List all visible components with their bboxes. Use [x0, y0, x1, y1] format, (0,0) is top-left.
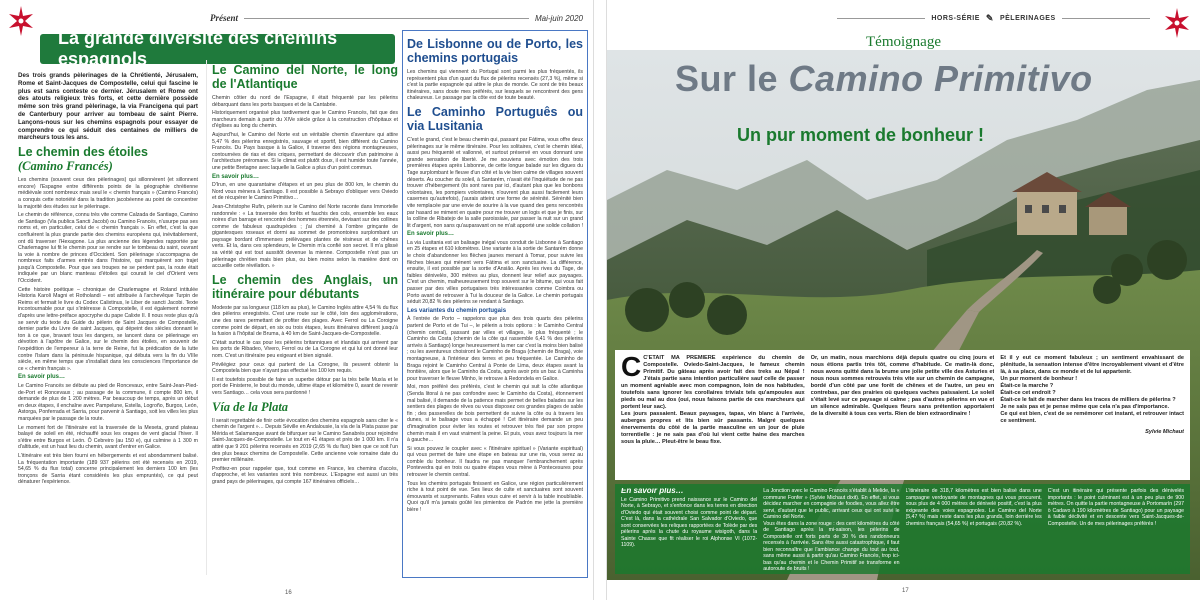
- santiago-cross-icon: [4, 4, 38, 38]
- column-3: [407, 34, 583, 516]
- header-prefix: HORS-SÉRIE: [931, 14, 980, 22]
- paragraph: Et il y eut ce moment fabuleux ; un sentiment envahissant de plénitude, la sensation intense d'être incroyablement vivant et d'être là, à sa place, dans ce monde et de lui appartenir.: [1000, 355, 1185, 375]
- paragraph: Jean-Christophe Rufin, pèlerin sur le Camino del Norte raconte dans Immortelle randonnée : « La traversée des forêts et fauchis des cols, ensemble les eaux noires d'un barrage et rencontré des hommes étrennés, devisant sur des collines comme de fabuleux quadrupèdes ; j'ai cheminé à l'ombre grinçante de gigantesques roseaux et dormi au sommet de promontoires surplombant un paysage bordant d'immenses prélèvages plantes de résineux et de chênes verts. Et la, dans ces splendeurs, le Chemin m'a confié son secret. Il m'a glissé sa vérité qui est tout aussitôt devenue la mienne. Compostelle n'est pas un pèlerinage chrétien mais bien plus, ou bien moins selon la manière dont on accueille cette révélation. »: [212, 203, 398, 270]
- paragraph: Tous les chemins portugais finissent en Galice, une région particulièrement riche à tout point de vue. Ses lieux de culte et sanctuaires sont souvent émouvants et surprenants. Faites vous cuire et servir à la table inoubliable. Quoi qu'il m'a jamais goûté les pimientos de Padrón me jette la première bière !: [407, 480, 583, 514]
- paragraph: La Jonction avec le Camino Francés s'établit à Melide, la « commune Fonfer » (Sylvie Michaut dixit). En effet, si vous décidez marcher en compagnie de foodies, vous allez être servi, d'autant que le public, arrivant ceux qui ont suivi le Camino del Norte.: [763, 488, 900, 520]
- paragraph: L'itinéraire est très bien fourni en hébergements et est abondamment balisé. La fréquentation importante (189 937 pèlerins ont été recensés en 2019, 54,65 % du flux total) concerne principalement les derniers 100 km (les tronçons de Sarria étant considérés les plus empruntés), ce qui peut dénaturer l'expérience.: [18, 452, 198, 486]
- testimony-column-2: [811, 355, 995, 475]
- paragraph: Le moment fort de l'itinéraire est la traversée de la Meseta, grand plateau balayé de soleil en été, réchauffé sous les orages de vent glacial l'hiver. Il s'étire entre Burgos et León. Ô Cebreiro (au 150 e), qui culmine à 1 300 m d'altitude, est un haut lieu du chemin, avant d'entrer en Galice.: [18, 424, 198, 451]
- paragraph: À l'entrée de Porto – rappelons que plus des trois quarts des pèlerins partent de Porto et de Tui –, le pèlerin a trois options : le Caminho Central (chemin central), passant par villes et villages, le plus fréquenté ; le Caminho da Costa (chemin de la côte qui rassemble 6,41 % des pèlerins arrivés à Santiago) longe heureusement la mer car c'est la moins bien balisé ; ou les aventureux choisiront le Caminho de Braga (chemin de Braga), voie montagneuse, à l'intérieur des terres et peu fréquentée. Le Caminho de Braga rejoint le Caminho Central à Ponte de Lima, deux étapes avant la frontière, alors que le Caminho da Costa, après avoir pris un bac à Caminha pour traverser le fleuve Minho, le retrouve à Redondela en Galice.: [407, 316, 583, 382]
- portuguese-sidebar-box: [402, 30, 588, 578]
- heading-etoiles-text: Le chemin des étoiles: [18, 145, 148, 160]
- savoir-plus-heading: En savoir plus…: [621, 488, 684, 495]
- paragraph: Si vous pouvez le coupler avec « l'itinéraire spirituel » (Variante espiritual) qui vous permet de faire une étape en bateau sur une ria, vous serez au comble du bonheur. Il faudra ne pas manquer l'embranchement après Pontevedra qui en trois ou quatre étapes vous mène à Pontecesures pour retrouver le chemin central.: [407, 445, 583, 479]
- testimony-box: [615, 350, 1190, 480]
- heading-portugues: Le Caminho Português ou via Lusitania: [407, 104, 583, 133]
- savoir-plus-heading: En savoir plus…: [18, 374, 66, 381]
- testimony-column-3: [1000, 355, 1184, 475]
- page-number: 17: [902, 588, 909, 594]
- heading-norte: Le Camino del Norte, le long de l'Atlantique: [212, 63, 398, 91]
- paragraph: Était-ce le fait de marcher dans les traces de milliers de pèlerins ?: [1000, 397, 1176, 403]
- column-1: [18, 72, 198, 572]
- page-number: 16: [285, 590, 292, 596]
- paragraph: Or, un matin, nous marchions déjà depuis quatre ou cinq jours et nous étions partis très tôt, comme d'habitude. Ce matin-là donc, nous avons quitté dans la brume une jolie petite ville des Asturies et nous nous sommes retrouvés très vite sur un chemin de campagne, bordé d'un côté par une forêt de chênes et de l'autre, un peu en contrebas, par des prairies où quelques vaches paissaient. Le soleil s'était levé sur ce paysage si calme ; pas d'autres pèlerins en vue et un silence admirable. Quelques fleurs sans prétention apportaient de la diversité à tous ces verts. Rien de bien extraordinaire !: [810, 355, 995, 417]
- heading-plata-text: Vía de la Plata: [212, 399, 289, 414]
- subheading-variantes: Les variantes du chemin portugais: [407, 307, 507, 314]
- header-rule: [244, 18, 529, 19]
- paragraph: Le chemin de référence, connu très vite comme Calzada de Santiago, Camino de Santiago (Via publica Sancti Jacobi) ou Camino Francés, n'usurpe pas ses noms et, en particulier, celui de « chemin français ». En effet, c'est la que confluèrent la plus grande partie des chemins européens qui, inévitablement, ont dû traverser l'Hexagone. La plus ancienne des légendes rapportée par Charlemagne lui fit le chemin pour se rendre sur le tombeau du saint, ouvrant la voie à nombre de princes d'Occident. Son pèlerinage s'accompagna de nombreux faits d'armes entrés dans l'histoire, qui marquèrent son trajet jusqu'à Compostelle. Pour que ses troupes ne se perdent pas, la route était indiquée par un blanc manteau d'étoiles qui courait le ciel d'Orient vers l'Occident.: [18, 212, 198, 285]
- kicker-temoignage: Témoignage: [866, 34, 941, 50]
- author-signature: Sylvie Michaut: [1145, 429, 1185, 435]
- paragraph: Privilégiez pour ceux qui partent de La Corogne, ils peuvent obtenir la Compostela bien que n'ayant pas effectué les 100 km requis.: [212, 361, 398, 375]
- paragraph: La via Lusitania est un balisage inégal vous conduit de Lisbonne à Santiago en 25 étapes et 610 kilomètres. Une variante à la sortie de Santarém donne le choix d'abandonner les flèches jaunes menant à Tomar, pour suivre les flèches bleues qui mènent vers Fátima et son sanctuaire. La différence, ensuite, il est possible par la sortie d'Ansião. Après les rives du Tage, de faibles dénivelés, 300 mètres au plus, donnent leur relief aux paysages. C'est un chemin, malheureusement trop souvent sur le bitume, qui vous fait passer par des villes portugaises très intéressantes comme Coimbra ou Porto avant de retrouver à Tui la douceur de la Galice. Le chemin portugais séduit 20,82 % des pèlerins se rendant à Santiago.: [407, 239, 583, 306]
- savoir-plus-heading: En savoir plus…: [407, 231, 455, 238]
- paragraph: Le Camino Primitivo prend naissance sur le Camino del Norte, à Sebrayo, et s'enfonce dans les terres en direction d'Oviedo qui était souvent choisi comme point de départ. C'est là, dans la cathédrale San Salvador d'Oviedo, que sont conservées les reliques rapportées de Tolède par des pèlerins après la chute du royaume wisigoth, dans la Sainte Chasse que fit réaliser le roi Alphonse VI (1072-1109).: [621, 496, 758, 548]
- info-column-3: [906, 488, 1042, 570]
- paragraph: D'Irun, en une quarantaine d'étapes et un peu plus de 800 km, le chemin du Nord vous mènera à Santiago. Il est possible à Sebrayo d'obliquer vers Oviedo et de récupérer le Camino Primitivo…: [212, 182, 398, 202]
- testimony-column-1: [621, 355, 805, 475]
- paragraph: C'est le grand, c'est le beau chemin qui, passant par Fátima, vous offre deux pèlerinages sur le même itinéraire. Pour les solitaires, c'est le chemin idéal, aussi peu fréquenté et vallonné, et surtout préservé en vous donnant une grande sensation de liberté. Je me souviens avec émotion des trois premières étapes après Lisbonne, de cette longue balade sur les digues du Tage surplombant le fleuve d'un côté et la vie bien calme de villages souvent déserts. Au coucher du soleil, à Santarém, n'avait été l'inquiétude de ne pas trouver d'hébergement (ils sont rares par ici, d'autant plus que les bonbons volontaires, les pompiers volontaires, n'ouvrent plus aussi facilement leurs casernes qu'autrefois), j'aurais atteint une forme de sérénité. Sérénité bien vite remplacée par une envie de sourire à la vue quand des gens rencontrés par hasard se miment en quatre pour me trouver un logis et que je finis, sur la colline de Ribatejo de la salle paroissiale, par passer la nuit sur un grand lit d'argent, non sans qu'auparavant on ne m'ait apporté une solide collation !: [407, 136, 583, 229]
- paragraph: Était-ce la marche ?: [1000, 383, 1054, 389]
- heading-plata: [212, 400, 398, 414]
- boots-icon: ✎: [985, 12, 994, 23]
- banner-title: La grande diversité des chemins espagnols: [58, 28, 338, 69]
- issue-label: Mai-juin 2020: [534, 13, 583, 23]
- paragraph: Je ne sais pas et je pense même que cela n'a pas d'importance.: [1000, 404, 1170, 410]
- paragraph: Modeste par sa longueur (118 km au plus), le Camino Inglés attire 4,54 % du flux des pèlerins enregistrés. C'est une route sur le côté, loin des agglomérations, une des rares permettant de profiter des plages. Avec Ferrol ou La Coroigne comme point de départ, en six ou trois étapes, leurs itinéraires diffèrent jusqu'à la fusion à l'hôpital de Bruma, à 40 km de Saint-Jacques-de-Compostelle.: [212, 304, 398, 338]
- paragraph: L'itinéraire de 318,7 kilomètres est bien balisé dans une campagne verdoyante de montagnes qui vous procurent, nous plus de 4 000 mètres de dénivelé positif, c'est la plus exigeante des voies espagnoles. Le Camino del Norte (5,47 %) mais reste dans les plus grands, loin derrière les chemins français (54,65 %) et portugais (20,82 %).: [905, 488, 1042, 527]
- header-rule: [837, 18, 925, 19]
- heading-anglais: Le chemin des Anglais, un itinéraire pour débutants: [212, 272, 398, 301]
- paragraph: C'est un itinéraire qui présente parfois des dénivelés importants : le point culminant est à un peu plus de 900 mètres. On quitte la partie montagneuse à Portomarín (297 ö Cadavo à 190 kilomètres de Santiago) pour un paysage à faible déclivité et en descente vers Saint-Jacques-de-Compostelle. Un de mes pèlerinages préférés !: [1047, 488, 1184, 527]
- paragraph: C'ÉTAIT MA PREMIÈRE expérience du chemin de Compostelle. Oviedo-Saint-Jacques, le fameux chemin Primitif. Du gâteau après avoir fait des treks au Népal ! J'étais partie sans intention particulière sauf celle de passer un moment agréable avec mon compagnon, loin de nos habitudes, toutefois sans ignorer les corollaires trivialx tels qu'ampoules aux pieds ou mal au dos (oui, nous faisons partie de ces marcheurs qui portent leur sac).: [621, 355, 805, 410]
- header-suffix: PÈLERINAGES: [999, 14, 1056, 22]
- paragraph: Chemin côtier du nord de l'Espagne, il était fréquenté par les pèlerins débarquant dans les ports basques et de la Cantabrie.: [212, 95, 398, 108]
- paragraph: Profitez-en pour rappeler que, tout comme en France, les chemins d'accès, d'approche, et les variantes sont très nombreux. L'Espagne est aussi un très grand pays de pèlerinages, qui compte 167 itinéraires officiels…: [212, 465, 398, 485]
- paragraph: Il est toutefois possible de faire un superbe détour par la très belle Muxía et le port de Finisterre, le bout du monde, ultime étape et kilomètre 0, avant de revenir vers Santiago… cela vous sera pardonné !: [212, 376, 398, 396]
- heading-lisbonne: De Lisbonne ou de Porto, les chemins portugais: [407, 37, 583, 65]
- paragraph: Vous êtes dans la zone rouge : des cent kilomètres du côté de Santiago après la mi-saison, les pèlerins de Compostelle ont forts parts de 30 % des randonneurs recensés à l'arrivée. Sans être aussi catastrophique, il faut bien reconnaître que l'ambiance change du tout au tout, sans même aussi à partir qu'au Camino Francés, trop ici-bas qu'au chemin et le Chemin Primitif se transforme en autoroute de bruits !: [763, 520, 900, 570]
- title-plain: Sur le: [675, 58, 789, 99]
- right-page: [607, 0, 1200, 600]
- left-page: [0, 0, 593, 600]
- article-title: [675, 58, 1093, 100]
- page-header: [837, 10, 1150, 26]
- paragraph: Historiquement organisé plus tardivement que le Camino Francés, fait que des marcheurs demain à partir du XIVe siècle grâce à la construction d'hôpitaux et d'églises au long du chemin.: [212, 110, 398, 130]
- heading-etoiles: [18, 145, 198, 173]
- page-header: [210, 10, 583, 26]
- paragraph: Les chemins qui viennent du Portugal sont parmi les plus fréquentés, ils représentent plus d'un quart du flux de pèlerins recensés (27,3 %), même si c'est la partie espagnole qui attire le plus de monde. Ce sont de très beaux itinéraires, sans doute mes préférés, sur lesquels se rencontrent des gens chaleureux. Le passage par la côte est de toute beauté.: [407, 69, 583, 102]
- paragraph: Ce qui est bien, c'est de se remémorer cet instant, et retrouver intact ce sentiment.: [1000, 411, 1185, 424]
- article-subtitle: Un pur moment de bonheur !: [737, 125, 984, 145]
- info-column-4: [1048, 488, 1184, 570]
- column-2: [212, 60, 398, 580]
- paragraph: Était-ce cet endroit ?: [1000, 390, 1056, 396]
- paragraph: Il serait regrettable de finir cette évocation des chemins espagnols sans citer le « chemin de l'argent »… Depuis Séville en Andalousie, la vía de la Plata passe par Mérida et Salamanque avant de bifurquer sur le Camino Sanabrés pour rejoindre Saint-Jacques-de-Compostelle. Le tout en 41 étapes et près de 1 000 km. Il n'a attiré que 9 201 pèlerins recensés en 2019 (2,65 % du flux) bien que ce soit l'un des plus beaux chemins de Compostelle. Cette ancienne voie romaine date du premier millénaire.: [212, 417, 398, 464]
- magazine-title: Présent: [210, 13, 238, 23]
- paragraph: Moi, mon préféré des préférés, c'est le chemin qui suit la côte atlantique (Senda litoral à ne pas confondre avec le Caminho da Costa), étonnement mal balisé, il demande de la patience mais permet de belles balades sur les sentiers des plages de rêves ou vous disposez ces grandes plages de sable fin ; des passerelles de bois permettent de suivre la côte ou à travers les dunes, si le balisage vous a échappé ! Cet itinéraire demande un peu d'imagination pour éviter les routes et retrouver très fixé par son propre chemin mais il en vaut vraiment la peine. Et puis, vous avez toujours la mer à gauche…: [407, 384, 583, 444]
- info-box-savoir-plus: [615, 484, 1190, 574]
- paragraph: Les jours passaient. Beaux paysages, tapas, vin blanc à l'arrivée, auberges propres et lits bien sûr passants. Malgré quelques énervements du côté de la partie masculine en un jour de pluie torrentielle : je ne sais pas d'où lui vient cette haine des marches sous la pluie… Pleut-être le beau fixe.: [621, 411, 805, 445]
- article-lead: Des trois grands pèlerinages de la Chrétienté, Jérusalem, Rome et Saint-Jacques de Compostelle, celui qui fascine le plus est sans conteste ce dernier. Jérusalem et Rome ont des atouts religieux très forts, et cette dernière possède même son très grand pèlerinage, la via Francigena qui part de Canterbury pour arriver au tombeau de saint Pierre. Lançons-nous sur les chemins espagnols pour essayer de comprendre ce qui séduit des centaines de milliers de marcheurs tous les ans.: [18, 72, 198, 142]
- paragraph: Cette histoire poétique – chronique de Charlemagne et Roland intitulée Historia Karoli Magni et Rotholandi – est attribuée à l'archevêque Turpin de Reims et fermait le livre du Codex Calixtinus, le Liber de sancti Jacobi. Texte incontournable pour qui s'intéresse à Compostelle, il est également nommé d'après une lettre-préface apocryphe du pape Calixte II. Il nous reste plus qu'à se servir du texte du Guide du pèlerin de Saint Jacques de Compostelle, dernier partie du Livre de saint Jacques, qui dépeint des siècles donnant le ton à ce que, bravant tous les dangers, se lancent dans ce pèlerinage en dévotion à l'apôtre de Galice, sur le chemin des étoiles, en souvenir de l'expédition de l'empereur à la terre de Reine, fut la prédication de la lutte contre l'Islam dans la péninsule hispanique, qui débuta vers la fin du VIIIe siècle, en même temps que s'installait dans les consciences l'importance de ce « chemin français ».: [18, 286, 198, 372]
- info-column-2: [763, 488, 899, 570]
- column-divider: [206, 60, 207, 575]
- dropcap: C: [621, 355, 642, 382]
- paragraph: Un pur moment de bonheur !: [1000, 376, 1078, 382]
- paragraph: Les chemins (souvent ceux des pèlerinages) qui sillonnèrent (et sillonnent encore) l'Espagne entre différents points de la géographie chrétienne médiévale sont nombreux mais seul le « chemin français » (Camino Francés) a conquis cette notoriété dans la tradition jacobéenne au point de concentrer la majorité des études sur le pèlerinage.: [18, 177, 198, 210]
- heading-etoiles-sub: (Camino Francés): [18, 159, 113, 174]
- paragraph: Aujourd'hui, le Camino del Norte est un véritable chemin d'aventure qui attire 5,47 % des pèlerins enregistrés, sauvage et sportif, bien différent du Camino Francés. Du Pays basque à la Galice, il traverse des régions montagneuses, contournées de rias et des criques, permettant de découvrir d'un patrimoine à l'architecture préromane. Si le climat est plutôt doux, il est humide toute l'année, une petite Bretagne avec laquelle la Galice a plus d'un point commun.: [212, 131, 398, 171]
- paragraph: Le Camino Francés se débute au pied de Roncevaux, entre Saint-Jean-Pied-de-Port et Roncevaux ; au passage de la commune, il compte 800 km, il demande de plus de 1 200 mètres. Par beaucoup de temps, après un début en deux étapes, il enchaîne avec Pampelune, Estella, Logroño, Burgos, León, Astorga, Ponferrada et Sarria, pour parvenir à Santiago, soit les villes les plus marquées par le passage de la route.: [18, 382, 198, 422]
- title-italic: Camino Primitivo: [788, 58, 1093, 99]
- info-column-1: [621, 488, 757, 570]
- savoir-plus-heading: En savoir plus…: [212, 173, 260, 180]
- header-rule: [1062, 18, 1150, 19]
- paragraph: C'était surtout le cas pour les pèlerins britanniques et irlandais qui arrivent par les ports de Ribadeo, Vivero, Ferrol ou de La Corogne et qui lui ont donné leur nom. C'est un itinéraire peu exigeant et bien signalé.: [212, 339, 398, 359]
- page-gutter: [593, 0, 607, 600]
